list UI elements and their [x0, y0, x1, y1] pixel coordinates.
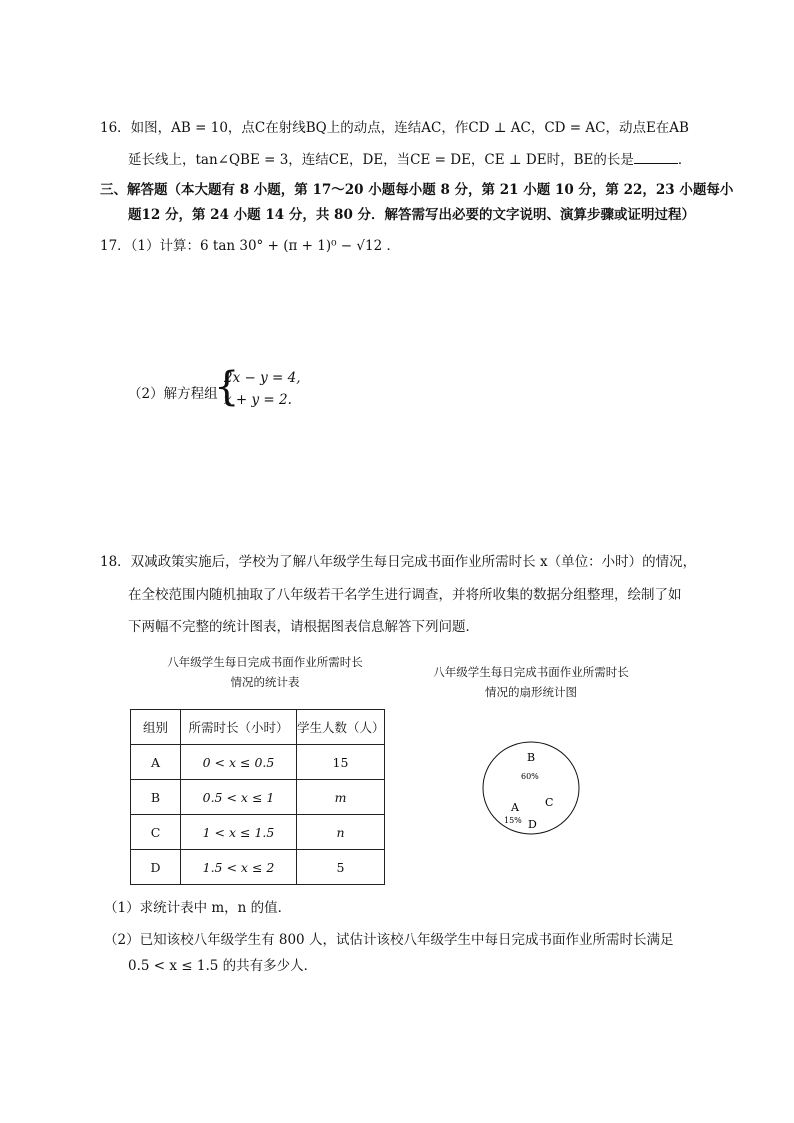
pie-label-a: A	[511, 801, 519, 814]
q17-part2-label: （2）解方程组	[128, 386, 218, 402]
cell-group: D	[131, 850, 181, 885]
q18-sub2-line1: （2）已知该校八年级学生有 800 人，试估计该校八年级学生中每日完成书面作业所需时长满足	[104, 932, 674, 948]
table-row	[131, 850, 385, 885]
cell-duration: 0 < x ≤ 0.5	[181, 745, 297, 780]
cell-count: m	[297, 780, 385, 815]
cell-duration: 0.5 < x ≤ 1	[181, 780, 297, 815]
q17-part1-expression: 6 tan 30° + (π + 1)⁰ − √12 ．	[200, 238, 400, 254]
section3-header-line2: 题12 分，第 24 小题 14 分，共 80 分．解答需写出必要的文字说明、演算步骤或证明过程）	[128, 207, 696, 223]
q16-line2-end: ．	[677, 152, 692, 168]
equation-2: x + y = 2.	[224, 392, 292, 408]
pie-label-d: D	[528, 818, 537, 831]
pie-label-c: C	[545, 796, 554, 809]
table-header-row	[131, 710, 385, 745]
pie-caption-line2: 情况的扇形统计图	[485, 685, 577, 699]
system-brace: {	[214, 364, 240, 410]
header-count: 学生人数（人）	[297, 710, 385, 745]
pie-chart	[478, 738, 588, 838]
pie-caption	[405, 662, 657, 702]
pie-percent-b: 60%	[521, 772, 539, 781]
q16-line1: 16．如图，AB = 10，点C在射线BQ上的动点，连结AC，作CD ⊥ AC，CD = AC，动点E在AB	[100, 120, 689, 136]
table-row	[131, 780, 385, 815]
pie-caption-line1: 八年级学生每日完成书面作业所需时长	[433, 665, 629, 679]
q17-part1-label: 17．（1）计算：	[100, 238, 201, 254]
pie-label-b: B	[527, 751, 536, 764]
q16-line2	[128, 150, 691, 169]
q18-line1: 18．双减政策实施后，学校为了解八年级学生每日完成书面作业所需时长 x（单位：小时）的情况，	[100, 554, 697, 570]
cell-duration: 1 < x ≤ 1.5	[181, 815, 297, 850]
cell-group: C	[131, 815, 181, 850]
cell-group: B	[131, 780, 181, 815]
answer-blank	[634, 150, 678, 164]
cell-count: 5	[297, 850, 385, 885]
cell-duration: 1.5 < x ≤ 2	[181, 850, 297, 885]
q18-sub1: （1）求统计表中 m，n 的值．	[104, 900, 292, 916]
table-caption-line1: 八年级学生每日完成书面作业所需时长	[167, 655, 363, 669]
table-row	[131, 815, 385, 850]
q16-line2-text: 延长线上，tan∠QBE = 3，连结CE，DE，当CE = DE，CE ⊥ DE时，BE的长是	[128, 152, 634, 168]
table-row	[131, 745, 385, 780]
pie-percent-a: 15%	[504, 816, 522, 825]
table-caption-line2: 情况的统计表	[230, 675, 300, 689]
q18-line3: 下两幅不完整的统计图表，请根据图表信息解答下列问题．	[128, 619, 479, 635]
equation-1: 2x − y = 4,	[224, 370, 301, 386]
cell-count: n	[297, 815, 385, 850]
q18-sub2-line2: 0.5 < x ≤ 1.5 的共有多少人．	[128, 958, 318, 974]
statistics-table	[130, 709, 385, 885]
q17-part1	[100, 237, 400, 255]
section3-header-line1: 三、解答题（本大题有 8 小题，第 17～20 小题每小题 8 分，第 21 小题 10 分，第 22，23 小题每小	[100, 182, 734, 198]
header-group: 组别	[131, 710, 181, 745]
q18-line2: 在全校范围内随机抽取了八年级若干名学生进行调查，并将所收集的数据分组整理，绘制了如	[128, 587, 682, 603]
header-duration: 所需时长（小时）	[181, 710, 297, 745]
cell-count: 15	[297, 745, 385, 780]
cell-group: A	[131, 745, 181, 780]
table-caption	[140, 652, 390, 692]
